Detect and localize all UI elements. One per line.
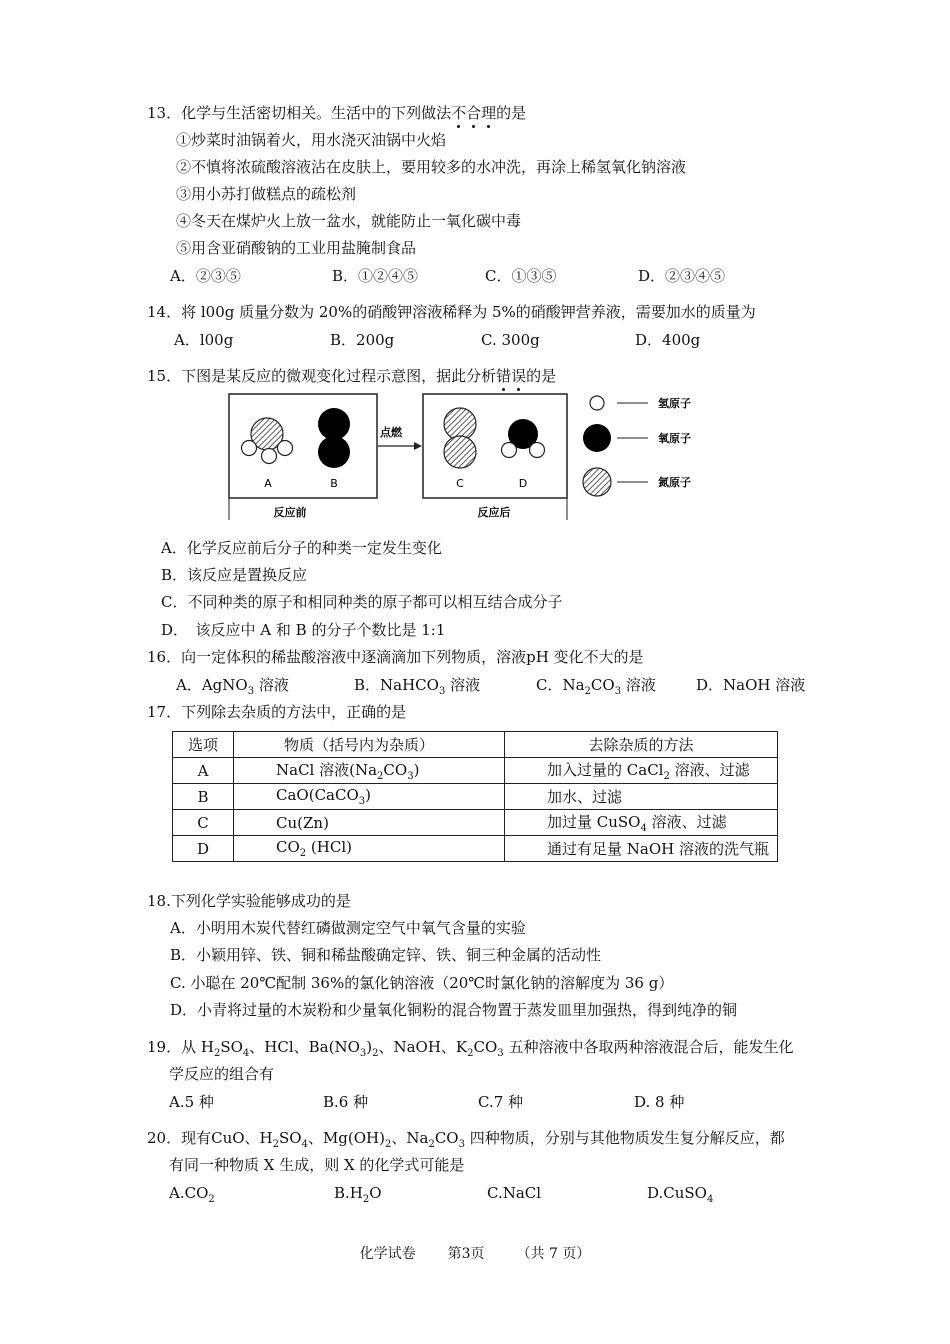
hydrogen-atom (262, 449, 277, 464)
q18-stem: 18.下列化学实验能够成功的是 (147, 892, 351, 910)
q15-option-d: D． 该反应中 A 和 B 的分子个数比是 1:1 (161, 621, 446, 639)
q13-item: ⑤用含亚硝酸钠的工业用盐腌制食品 (176, 239, 417, 257)
legend-hydrogen-icon (590, 396, 604, 410)
table-row (173, 836, 778, 862)
footer-subject: 化学试卷 (359, 1246, 416, 1262)
q18-option-b: B．小颖用锌、铁、铜和稀盐酸确定锌、铁、铜三种金属的活动性 (170, 946, 602, 964)
q15-option-b: B．该反应是置换反应 (161, 566, 308, 584)
q16-stem: 16．向一定体积的稀盐酸溶液中逐滴滴加下列物质，溶液pH 变化不大的是 (147, 648, 644, 666)
label-a: A (264, 477, 272, 490)
emphasis-dot: 理 (481, 104, 497, 122)
q17-stem: 17．下列除去杂质的方法中，正确的是 (147, 703, 407, 721)
q19-stem: 19．从 $H_2SO_4$、HCl、$Ba(NO_3)_2$、NaOH、$K_2CO_3$ 五种溶液中各取两种溶液混合后，能发生化 (147, 1038, 794, 1059)
q13-option-d: D．②③④⑤ (638, 267, 726, 285)
table-row (173, 784, 778, 810)
q20-option-c: C.NaCl (487, 1184, 542, 1202)
footer-total: （共 7 页） (516, 1246, 591, 1262)
nitrogen-atom (444, 436, 476, 468)
legend-hydrogen: 氢原子 (658, 397, 691, 410)
footer-page: 第3页 (447, 1246, 485, 1262)
q16-option-b: B．NaHCO$_3$ 溶液 (354, 676, 481, 697)
q18-option-a: A．小明用木炭代替红磷做测定空气中氧气含量的实验 (170, 919, 526, 937)
molecule-b (318, 408, 350, 468)
table-cell: 加入过量的 CaCl$_2$ 溶液、过滤 (505, 758, 778, 784)
q14-stem: 14．将 l00g 质量分数为 20%的硝酸钾溶液稀释为 5%的硝酸钾营养液，需要加水的质量为 (147, 303, 756, 321)
q13-item: ②不慎将浓硫酸溶液沾在皮肤上，要用较多的水冲洗，再涂上稀氢氧化钠溶液 (176, 158, 687, 176)
arrow-head (414, 442, 422, 450)
table-header: 选项 (173, 732, 234, 758)
label-d: D (518, 477, 528, 490)
q13-stem: 13．化学与生活密切相关。生活中的下列做法不合理的是 (147, 104, 527, 122)
q14-option-d: D．400g (635, 331, 701, 349)
q20-stem-line2: 有同一种物质 X 生成，则 X 的化学式可能是 (169, 1156, 465, 1174)
table-cell: $CO_2$ (HCl) (234, 836, 505, 862)
before-label: 反应前 (273, 506, 307, 519)
label-b: B (330, 477, 338, 490)
q19-stem-line2: 学反应的组合有 (169, 1065, 275, 1083)
oxygen-atom (318, 436, 350, 468)
q18-option-c: C. 小聪在 20℃配制 36%的氯化钠溶液（20℃时氯化钠的溶解度为 36 g） (170, 974, 674, 992)
q20-option-b: $B.H_2O$ (334, 1184, 382, 1205)
q16-option-c: C．$Na_2CO_3$ 溶液 (536, 676, 656, 697)
after-label: 反应后 (477, 506, 511, 519)
table-row (173, 810, 778, 836)
q15-option-a: A．化学反应前后分子的种类一定发生变化 (161, 539, 442, 557)
table-cell: NaCl 溶液$(Na_2CO_3)$ (234, 758, 505, 784)
legend-nitrogen: 氮原子 (658, 476, 691, 489)
q14-option-b: B．200g (330, 331, 395, 349)
q20-stem: 20．现有CuO、$H_2SO_4$、$Mg(OH)_2$、$Na_2CO_3$ 四种物质，分别与其他物质发生复分解反应，都 (147, 1129, 785, 1150)
q14-option-c: C. 300g (481, 331, 540, 349)
q13-item: ④冬天在煤炉火上放一盆水，就能防止一氧化碳中毒 (176, 212, 522, 230)
emphasis-dot: 错 (496, 367, 512, 385)
table-cell: D (173, 836, 234, 862)
legend (583, 396, 691, 496)
table-cell: C (173, 810, 234, 836)
molecule-c (444, 408, 476, 468)
q18-option-d: D．小青将过量的木炭粉和少量氧化铜粉的混合物置于蒸发皿里加强热，得到纯净的铜 (170, 1001, 738, 1019)
q13-option-c: C．①③⑤ (485, 267, 557, 285)
molecule-a (242, 418, 293, 464)
q15-stem: 15．下图是某反应的微观变化过程示意图，据此分析错误的是 (147, 367, 557, 385)
hydrogen-atom (278, 441, 293, 456)
q15-option-c: C．不同种类的原子和相同种类的原子都可以相互结合成分子 (161, 593, 563, 611)
q19-option-a: A.5 种 (169, 1093, 214, 1111)
table-cell: B (173, 784, 234, 810)
q16-option-a: A．AgNO$_3$ 溶液 (176, 676, 289, 697)
table-cell: Cu(Zn) (234, 810, 505, 836)
nitrogen-atom (444, 408, 476, 440)
impurity-table (172, 731, 778, 862)
table-cell: 加过量 CuSO$_4$ 溶液、过滤 (505, 810, 778, 836)
legend-oxygen-icon (583, 424, 611, 452)
legend-oxygen: 氧原子 (658, 432, 691, 445)
table-cell: 通过有足量 NaOH 溶液的洗气瓶 (505, 836, 778, 862)
hydrogen-atom (502, 443, 517, 458)
q20-option-d: D.CuSO$_4$ (647, 1184, 714, 1205)
q19-option-d: D. 8 种 (634, 1093, 685, 1111)
hydrogen-atom (530, 443, 545, 458)
emphasis-dot: 合 (466, 104, 482, 122)
table-header: 去除杂质的方法 (505, 732, 778, 758)
q20-option-a: $A.CO_2$ (169, 1184, 215, 1205)
arrow-label: 点燃 (380, 426, 402, 439)
emphasis-dot: 不 (451, 104, 467, 122)
hydrogen-atom (242, 441, 257, 456)
oxygen-atom (318, 408, 350, 440)
legend-nitrogen-icon (583, 468, 611, 496)
label-c: C (456, 477, 464, 490)
q13-item: ①炒菜时油锅着火，用水浇灭油锅中火焰 (176, 131, 447, 149)
q19-option-c: C.7 种 (478, 1093, 524, 1111)
q19-option-b: B.6 种 (323, 1093, 369, 1111)
table-header-row (173, 732, 778, 758)
molecule-d (502, 419, 545, 458)
q14-option-a: A．l00g (174, 331, 234, 349)
table-cell: 加水、过滤 (505, 784, 778, 810)
table-row (173, 758, 778, 784)
page-footer (0, 1243, 950, 1263)
reaction-diagram (228, 392, 702, 522)
table-cell: A (173, 758, 234, 784)
q13-item: ③用小苏打做糕点的疏松剂 (176, 185, 357, 203)
q16-option-d: D．NaOH 溶液 (696, 676, 806, 694)
emphasis-dot: 误 (511, 367, 527, 385)
table-cell: CaO(CaCO$_3$) (234, 784, 505, 810)
q13-option-b: B．①②④⑤ (332, 267, 419, 285)
table-header: 物质（括号内为杂质） (234, 732, 505, 758)
q13-option-a: A．②③⑤ (170, 267, 241, 285)
